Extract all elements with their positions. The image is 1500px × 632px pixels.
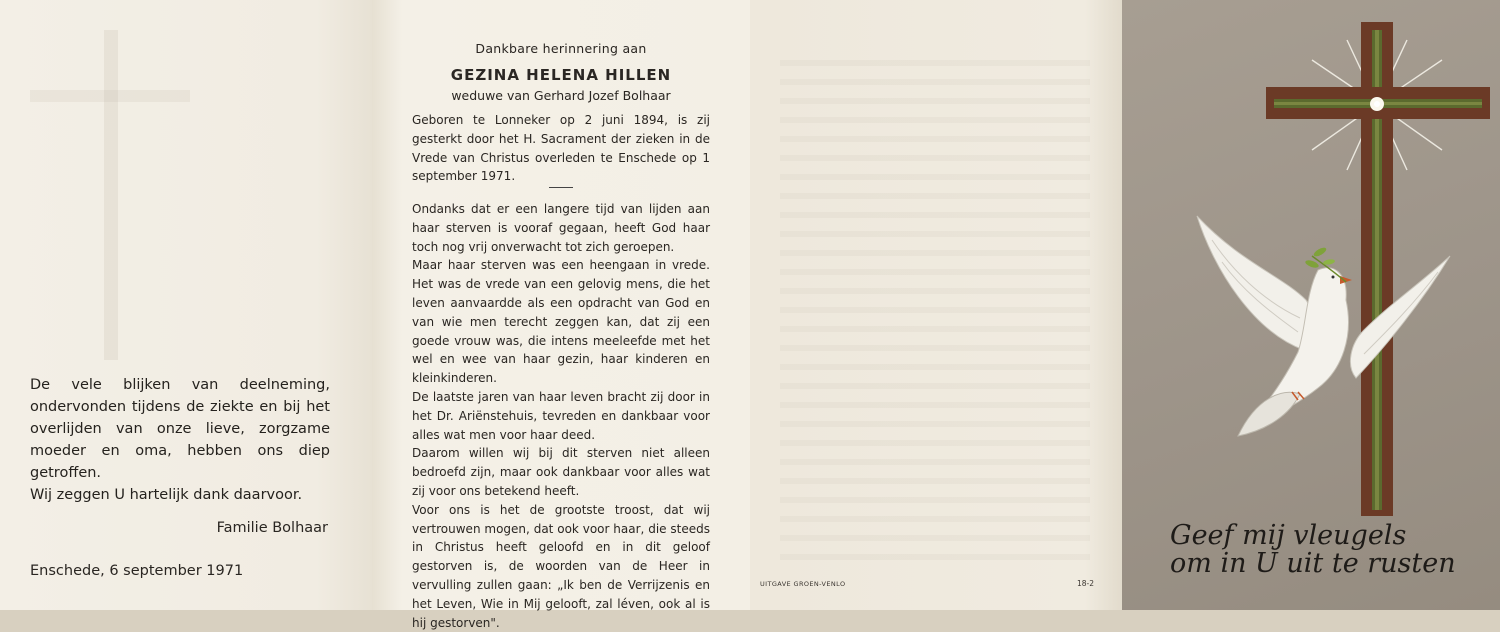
thanks-message: De vele blijken van deelneming, ondervonden tijdens de ziekte en bij het overlijden van onze lieve, zorgzame moeder en oma, hebben ons diep getroffen. Wij zeggen U hartelijk dank daarvoor. — [30, 377, 330, 503]
show-through-text — [780, 60, 1090, 560]
memorial-paragraph: Daarom willen wij bij dit sterven niet alleen bedroefd zijn, maar ook dankbaar voor alles wat zij voor ons betekend heeft. — [412, 446, 710, 498]
memorial-body — [412, 200, 710, 632]
memorial-paragraph: Ondanks dat er een langere tijd van lijden aan haar sterven is vooraf gegaan, heeft God haar toch nog vrij onverwacht tot zich geroepen. — [412, 202, 710, 254]
deceased-name: GEZINA HELENA HILLEN — [450, 66, 672, 84]
back-panel — [750, 0, 1122, 610]
birth-death-text: Geboren te Lonneker op 2 juni 1894, is zij gesterkt door het H. Sacrament der zieken in de Vrede van Christus overleden te Enschede op 1 september 1971. — [412, 113, 710, 184]
family-signature: Familie Bolhaar — [216, 520, 328, 536]
card-number: 18-2 — [1077, 579, 1095, 588]
memorial-paragraph: Maar haar sterven was een heengaan in vrede. Het was de vrede van een gelovig mens, die het leven aanvaardde als een opdracht van God en van wie men terecht zeggen kan, dat zij een goede vrouw was, die intens meeleefde met het wel en wee van haar gezin, haar kinderen en kleinkinderen. — [412, 258, 710, 386]
show-through-mark — [104, 30, 118, 360]
cover-verse-line: om in U uit te rusten — [1170, 548, 1456, 579]
cross-icon — [1266, 22, 1490, 516]
cover-verse-line: Geef mij vleugels — [1170, 520, 1407, 551]
dove-icon — [1197, 216, 1450, 436]
memorial-paragraph: De laatste jaren van haar leven bracht zij door in het Dr. Ariënstehuis, tevreden en dankbaar voor alles wat men voor haar deed. — [412, 389, 710, 442]
thanks-panel — [0, 0, 372, 610]
memorial-heading: Dankbare herinnering aan — [475, 41, 647, 56]
cover-verse — [1170, 522, 1490, 578]
thanks-line: Wij zeggen U hartelijk dank daarvoor. — [30, 487, 303, 503]
cover-illustration — [1122, 0, 1500, 610]
place-date: Enschede, 6 september 1971 — [30, 563, 244, 579]
memorial-paragraph: Voor ons is het de grootste troost, dat wij vertrouwen mogen, dat ook voor haar, die steeds in Christus heeft geloofd en in dit geloof gestorven is, de woorden van de Heer in vervulling zullen gaan: „Ik ben de Verrijzenis en het Leven, Wie in Mij gelooft, zal léven, ook al is hij gestorven". — [412, 502, 710, 630]
publisher-imprint: UITGAVE GROEN-VENLO — [760, 580, 846, 588]
cover-panel — [1122, 0, 1500, 610]
memorial-panel — [372, 0, 750, 630]
show-through-mark — [30, 90, 190, 102]
widow-of-line: weduwe van Gerhard Jozef Bolhaar — [451, 88, 671, 103]
divider — [549, 187, 573, 188]
